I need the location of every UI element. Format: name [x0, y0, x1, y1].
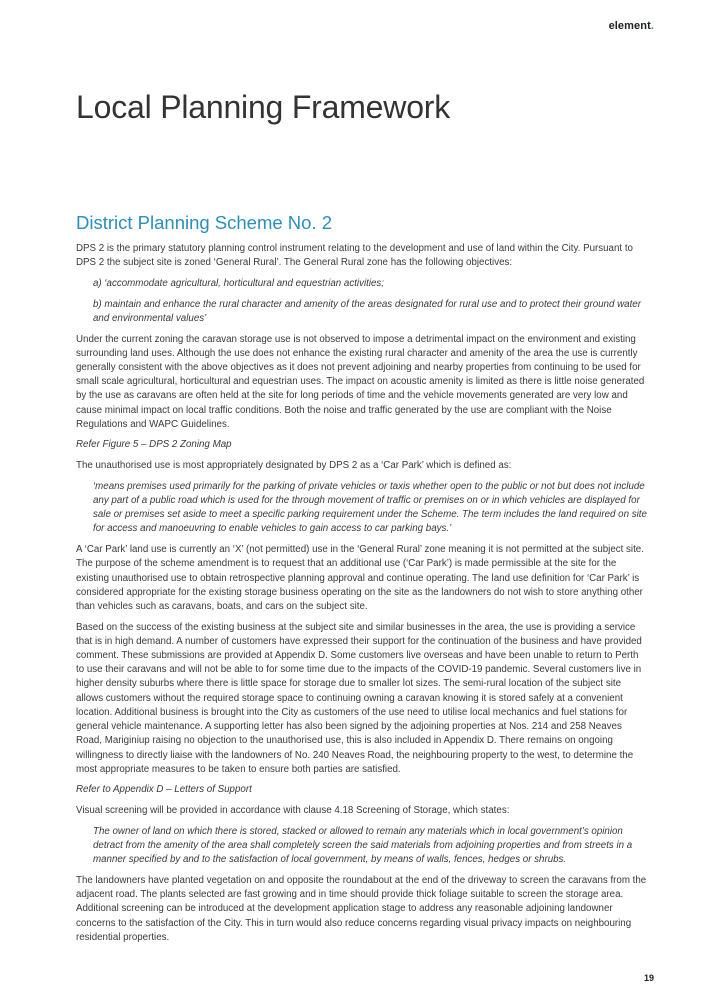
element-logo	[609, 20, 654, 32]
paragraph-success: Based on the success of the existing business at the subject site and similar businesses in the area, the use is providing a service that is in high demand. A number of customers have expressed their support for the continuation of the business and have provided comment. These submissions are provided at Appendix D. Some customers live overseas and have been unable to return to Perth to use their caravans and will not be able to for some time due to the impacts of the COVID-19 pandemic. Several customers live in higher density suburbs where there is little space for storage due to smaller lot sizes. The semi-rural location of the subject site allows customers without the required storage space to continuing owning a caravan knowing it is stored safely at a convenient location. Additional business is brought into the City as customers of the use need to utilise local mechanics and fuel stations for general vehicle maintenance. A supporting letter has also been signed by the adjoining properties at Nos. 214 and 258 Neaves Road, Mariginiup raising no objection to the unauthorised use, this is also included in Appendix D. There remains on ongoing willingness to directly liaise with the landowners of No. 240 Neaves Road, the neighbouring property to the west, to determine the most appropriate measures to be taken to ensure both parties are satisfied.	[76, 621, 642, 775]
screening-clause-quote: The owner of land on which there is stored, stacked or allowed to remain any materials which in local government’s opinion detract from the amenity of the area shall completely screen the said materials from adjoining properties and from streets in a manner specified by and to the satisfaction of local government, by means of walls, fences, hedges or shrubs.	[93, 825, 633, 866]
paragraph-visual-screening: Visual screening will be provided in accordance with clause 4.18 Screening of Storage, which states:	[76, 805, 510, 817]
logo-text: element	[608, 20, 651, 32]
page-number: 19	[643, 973, 654, 983]
appendix-reference: Refer to Appendix D – Letters of Support	[76, 784, 252, 796]
car-park-definition-quote: ‘means premises used primarily for the parking of private vehicles or taxis whether open to the public or not but does not include any part of a public road which is used for the through movement of traffic or premises on or in which vehicles are displayed for sale or premises set aside to meet a specific parking requirement under the Scheme. The term includes the land required on site for access and manoeuvring to enable vehicles to gain access to car parking bays.’	[93, 480, 647, 535]
paragraph-intro: DPS 2 is the primary statutory planning control instrument relating to the development and use of land within the City. Pursuant to DPS 2 the subject site is zoned ‘General Rural’. The General Rural zone has the following objectives:	[76, 243, 633, 269]
paragraph-x-use: A ‘Car Park’ land use is currently an ‘X’ (not permitted) use in the ‘General Rural’ zone meaning it is not permitted at the subject site. The purpose of the scheme amendment is to request that an additional use (‘Car Park’) is made permissible at the site for the existing unauthorised use to obtain retrospective planning approval and continue operating. The land use definition for ‘Car Park’ is considered appropriate for the existing storage business operating on the site as the landowners do not wish to store anything other than vehicles such as caravans, boats, and cars on the subject site.	[76, 544, 644, 612]
paragraph-unauthorised-use: The unauthorised use is most appropriately designated by DPS 2 as a ‘Car Park’ which is defined as:	[76, 460, 512, 472]
objective-b: b) maintain and enhance the rural character and amenity of the areas designated for rural use and to protect their ground water and environmental values’	[93, 298, 641, 324]
logo-dot: .	[650, 20, 654, 32]
main-content	[76, 212, 648, 951]
figure-reference: Refer Figure 5 – DPS 2 Zoning Map	[76, 439, 232, 451]
section-heading: District Planning Scheme No. 2	[76, 212, 333, 233]
paragraph-current-zoning: Under the current zoning the caravan storage use is not observed to impose a detrimental impact on the environment and existing surrounding land uses. Although the use does not enhance the existing rural character and amenity of the area the use is currently generally consistent with the above objectives as it does not prevent adjoining and nearby properties from continuing to be used for small scale agricultural, horticultural and equestrian uses. The impact on acoustic amenity is limited as there is little noise generated by the use as caravans are often held at the site for long periods of time and the vehicle movements generated are very low and cause minimal impact on local traffic conditions. Both the noise and traffic generated by the use are compliant with the Noise Regulations and WAPC Guidelines.	[76, 333, 645, 430]
objective-a: a) ‘accommodate agricultural, horticultural and equestrian activities;	[93, 277, 385, 289]
paragraph-landowners: The landowners have planted vegetation on and opposite the roundabout at the end of the driveway to screen the caravans from the adjacent road. The plants selected are fast growing and in time should provide thick foliage suitable to screen the storage area. Additional screening can be introduced at the development application stage to address any reasonable adjoining landowner concerns to the satisfaction of the City. This in turn would also reduce concerns regarding visual privacy impacts on neighbouring residential properties.	[76, 874, 647, 943]
page-title: Local Planning Framework	[76, 89, 451, 125]
